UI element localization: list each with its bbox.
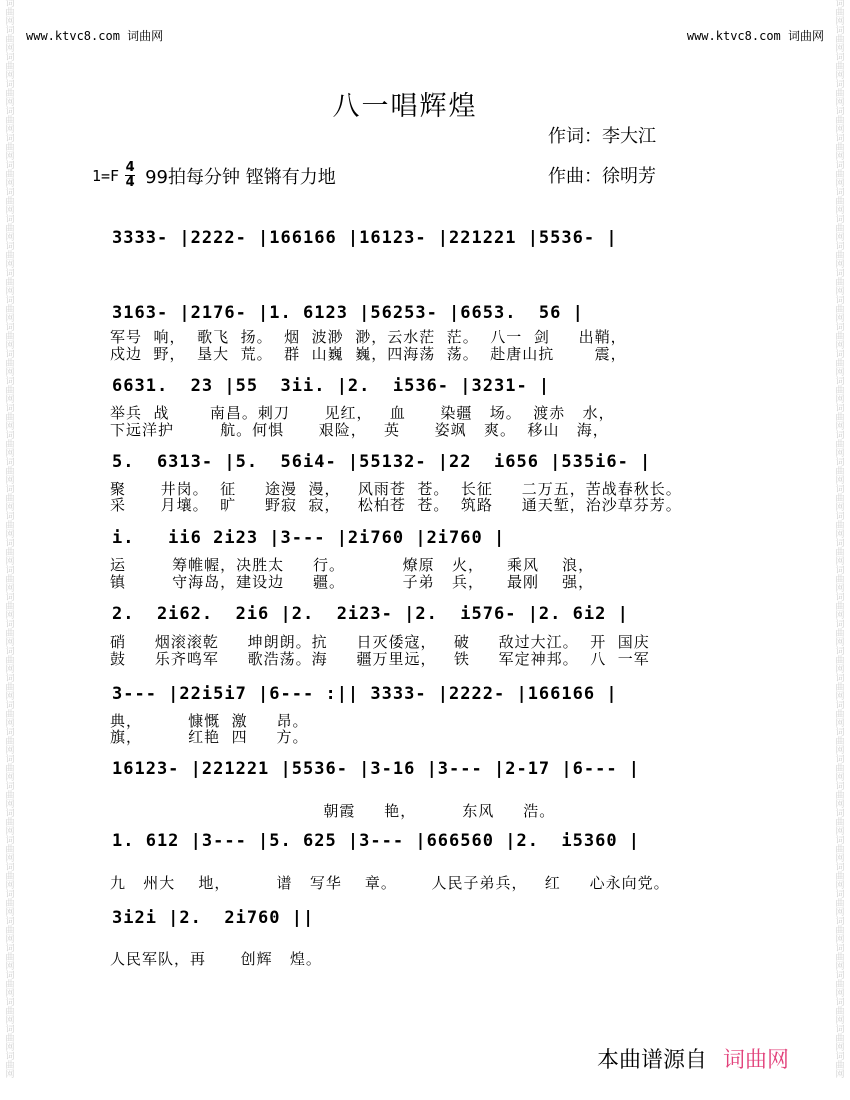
lyric-line-2b: 戍边 野， 垦大 荒。 群 山巍 巍，四海荡 荡。 赴唐山抗 震，	[110, 345, 627, 363]
lyric-line-5a: 运 筹帷幄，决胜太 行。 燎原 火， 乘风 浪，	[110, 556, 595, 574]
time-signature: $\frac{4}{4}$	[125, 160, 135, 190]
site-url-right[interactable]: www.ktvc8.com 词曲网	[686, 29, 824, 43]
score-line-6: 2. 2i62. 2i6 |2. 2i23- |2. i576- |2. 6i2 |	[112, 604, 629, 624]
score-line-8: 16123- |221221 |5536- |3-16 |3--- |2-17 |6--- |	[112, 759, 641, 779]
lyric-line-6a: 硝 烟滚滚乾 坤朗朗。抗 日灭倭寇， 破 敌过大江。 开 国庆	[110, 633, 650, 651]
source-label: 本曲谱源自	[597, 1048, 708, 1073]
site-url-left[interactable]: www.ktvc8.com 词曲网	[26, 29, 164, 43]
brand-link[interactable]: 词曲网	[723, 1048, 790, 1073]
lyric-line-7b: 旗， 红艳 四 方。	[110, 728, 309, 746]
score-line-9: 1. 612 |3--- |5. 625 |3--- |666560 |2. i5360 |	[112, 831, 641, 851]
lyric-line-5b: 镇 守海岛，建设边 疆。 子弟 兵， 最刚 强，	[110, 573, 595, 591]
score-line-10: 3i2i |2. 2i760 ||	[112, 908, 315, 928]
lyric-line-2a: 军号 响， 歌飞 扬。 烟 波渺 渺，云水茫 茫。 八一 剑 出鞘，	[110, 328, 627, 346]
lyric-line-6b: 鼓 乐齐鸣军 歌浩荡。海 疆万里远， 铁 军定神邦。 八 一军	[110, 650, 650, 668]
lyric-line-9: 九 州大 地， 谱 写华 章。 人民子弟兵， 红 心永向党。	[110, 874, 670, 892]
score-line-5: i. ii6 2i23 |3--- |2i760 |2i760 |	[112, 528, 506, 548]
lyric-line-8: 朝霞 艳， 东风 浩。	[110, 802, 556, 820]
score-line-4: 5. 6313- |5. 56i4- |55132- |22 i656 |535i6- |	[112, 452, 652, 472]
key-label: 1=F	[92, 166, 120, 185]
watermark-right: 词曲网 词曲网 词曲网 词曲网 词曲网 词曲网 词曲网 词曲网 词曲网 词曲网 词曲网 词曲网 词曲网 词曲网 词曲网 词曲网 词曲网 词曲网 词曲网 词曲网 词曲网 词曲网 词曲网 词曲网 词曲网 词曲网 词曲网 词曲网 词曲网 词曲网 词曲网 词曲网 词曲网 词曲网 词曲网 词曲网 词曲网 词曲网 词曲网 词曲网	[835, 0, 845, 1080]
lyric-line-7a: 典， 慷慨 激 昂。	[110, 712, 309, 730]
song-title: 八一唱辉煌	[332, 91, 478, 122]
lyric-line-10: 人民军队，再 创辉 煌。	[110, 950, 322, 968]
source-footer	[597, 1043, 789, 1074]
tempo-marking: 99拍每分钟 铿锵有力地	[145, 166, 336, 188]
lyricist-credit: 作词：李大江	[548, 126, 656, 147]
composer-credit: 作曲：徐明芳	[548, 166, 656, 187]
key-signature	[92, 162, 336, 189]
score-line-7: 3--- |22i5i7 |6--- :|| 3333- |2222- |166166 |	[112, 684, 618, 704]
lyric-line-3a: 举兵 战 南昌。刺刀 见红， 血 染疆 场。 渡赤 水，	[110, 404, 615, 422]
lyric-line-4b: 采 月壤。 旷 野寂 寂， 松柏苍 苍。 筑路 通天堑，治沙草芬芳。	[110, 496, 682, 514]
lyric-line-3b: 下远洋护 航。何惧 艰险， 英 姿飒 爽。 移山 海，	[110, 421, 609, 439]
score-line-1: 3333- |2222- |166166 |16123- |221221 |5536- |	[112, 228, 618, 248]
watermark-left: 词曲网 词曲网 词曲网 词曲网 词曲网 词曲网 词曲网 词曲网 词曲网 词曲网 词曲网 词曲网 词曲网 词曲网 词曲网 词曲网 词曲网 词曲网 词曲网 词曲网 词曲网 词曲网 词曲网 词曲网 词曲网 词曲网 词曲网 词曲网 词曲网 词曲网 词曲网 词曲网 词曲网 词曲网 词曲网 词曲网 词曲网 词曲网 词曲网 词曲网	[5, 0, 15, 1080]
score-line-2: 3163- |2176- |1. 6123 |56253- |6653. 56 |	[112, 303, 584, 323]
lyric-line-4a: 聚 井岗。 征 途漫 漫， 风雨苍 苍。 长征 二万五，苦战春秋长。	[110, 480, 682, 498]
score-line-3: 6631. 23 |55 3ii. |2. i536- |3231- |	[112, 376, 551, 396]
